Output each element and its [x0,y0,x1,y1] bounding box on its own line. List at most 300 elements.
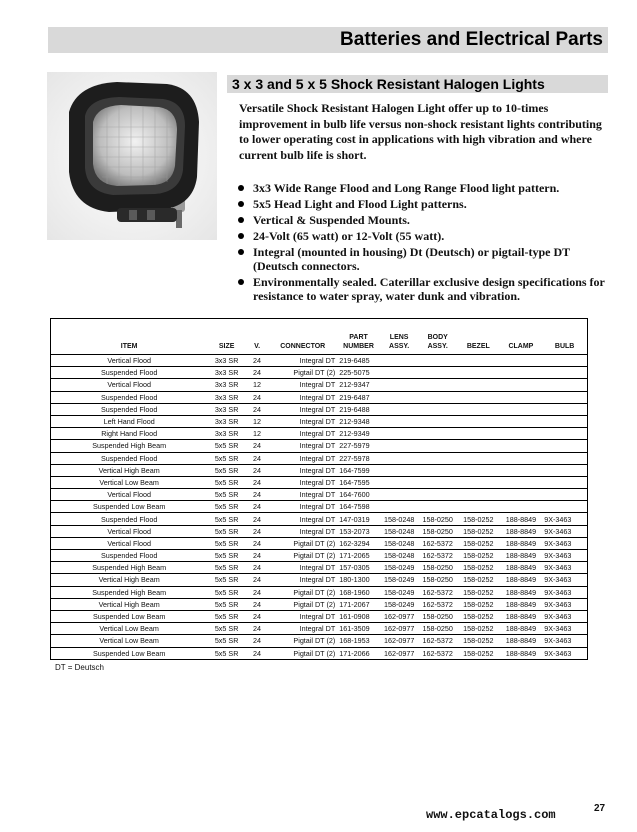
cell-item: Vertical Low Beam [51,623,208,635]
table-row [51,623,588,635]
cell-bulb [542,452,587,464]
cell-lens-assy: 162-0977 [380,623,419,635]
cell-bezel: 158-0252 [457,598,500,610]
cell-lens-assy: 162-0977 [380,635,419,647]
bullet-icon [238,233,244,239]
cell-body-assy: 162-5372 [418,550,457,562]
cell-connector: Integral DT [268,525,337,537]
cell-part-number: 227-5978 [337,452,380,464]
table-row [51,586,588,598]
cell-lens-assy [380,476,419,488]
cell-item: Right Hand Flood [51,428,208,440]
cell-bulb: 9X-3463 [542,525,587,537]
cell-body-assy: 162-5372 [418,598,457,610]
table-row [51,367,588,379]
cell-body-assy [418,355,457,367]
cell-body-assy [418,415,457,427]
table-row [51,525,588,537]
cell-size: 5x5 SR [207,501,246,513]
col-clamp: CLAMP [500,319,543,355]
cell-connector: Pigtail DT (2) [268,586,337,598]
table-row [51,428,588,440]
cell-clamp: 188-8849 [500,598,543,610]
cell-volts: 24 [246,574,268,586]
cell-part-number: 164-7595 [337,476,380,488]
table-row [51,379,588,391]
cell-bulb: 9X-3463 [542,537,587,549]
page-number: 27 [594,803,606,814]
cell-body-assy [418,501,457,513]
cell-lens-assy [380,489,419,501]
cell-bulb [542,391,587,403]
cell-bulb: 9X-3463 [542,562,587,574]
cell-clamp [500,391,543,403]
cell-part-number: 225-5075 [337,367,380,379]
cell-lens-assy: 162-0977 [380,647,419,659]
cell-item: Vertical High Beam [51,574,208,586]
cell-lens-assy: 158-0248 [380,525,419,537]
table-row [51,513,588,525]
cell-connector: Pigtail DT (2) [268,550,337,562]
cell-part-number: 180-1300 [337,574,380,586]
cell-body-assy [418,428,457,440]
col-lens-assy: LENS ASSY. [380,319,419,355]
cell-clamp: 188-8849 [500,574,543,586]
cell-volts: 24 [246,525,268,537]
cell-item: Vertical Low Beam [51,476,208,488]
cell-clamp [500,452,543,464]
cell-volts: 24 [246,647,268,659]
cell-part-number: 147-0319 [337,513,380,525]
cell-connector: Pigtail DT (2) [268,647,337,659]
cell-connector: Pigtail DT (2) [268,598,337,610]
cell-part-number: 161-3509 [337,623,380,635]
cell-bulb [542,379,587,391]
cell-body-assy [418,440,457,452]
cell-size: 5x5 SR [207,610,246,622]
cell-bezel [457,501,500,513]
cell-clamp [500,403,543,415]
cell-connector: Integral DT [268,379,337,391]
cell-bezel [457,464,500,476]
table-row [51,635,588,647]
cell-body-assy [418,452,457,464]
cell-connector: Integral DT [268,415,337,427]
cell-connector: Integral DT [268,464,337,476]
cell-connector: Integral DT [268,476,337,488]
cell-bulb: 9X-3463 [542,586,587,598]
cell-size: 3x3 SR [207,391,246,403]
cell-clamp: 188-8849 [500,623,543,635]
cell-body-assy [418,489,457,501]
cell-item: Vertical Flood [51,525,208,537]
cell-clamp [500,367,543,379]
cell-connector: Integral DT [268,452,337,464]
cell-part-number: 227-5979 [337,440,380,452]
cell-volts: 24 [246,476,268,488]
cell-clamp [500,415,543,427]
table-footnote: DT = Deutsch [55,663,104,672]
col-connector: CONNECTOR [268,319,337,355]
cell-clamp [500,440,543,452]
cell-size: 5x5 SR [207,452,246,464]
cell-bezel: 158-0252 [457,610,500,622]
table-header-row [51,319,588,355]
cell-lens-assy: 158-0248 [380,537,419,549]
cell-part-number: 153-2073 [337,525,380,537]
col-volts: V. [246,319,268,355]
cell-bulb: 9X-3463 [542,598,587,610]
cell-volts: 24 [246,635,268,647]
col-bulb: BULB [542,319,587,355]
cell-lens-assy [380,501,419,513]
cell-part-number: 161-0908 [337,610,380,622]
cell-part-number: 212-9347 [337,379,380,391]
cell-connector: Integral DT [268,574,337,586]
cell-connector: Integral DT [268,610,337,622]
cell-part-number: 164-7599 [337,464,380,476]
cell-part-number: 171-2067 [337,598,380,610]
cell-bulb [542,476,587,488]
cell-bezel: 158-0252 [457,574,500,586]
cell-bulb: 9X-3463 [542,550,587,562]
cell-connector: Integral DT [268,428,337,440]
cell-bezel: 158-0252 [457,537,500,549]
bullet-icon [238,185,244,191]
cell-connector: Integral DT [268,501,337,513]
cell-volts: 24 [246,440,268,452]
cell-connector: Pigtail DT (2) [268,367,337,379]
table-row [51,403,588,415]
bullet-icon [238,279,244,285]
cell-part-number: 164-7600 [337,489,380,501]
cell-part-number: 168-1960 [337,586,380,598]
cell-size: 5x5 SR [207,513,246,525]
cell-size: 5x5 SR [207,489,246,501]
cell-part-number: 157-0305 [337,562,380,574]
cell-item: Suspended Flood [51,550,208,562]
bullet-icon [238,201,244,207]
cell-connector: Integral DT [268,562,337,574]
cell-item: Vertical Flood [51,379,208,391]
cell-part-number: 219-6487 [337,391,380,403]
cell-item: Vertical Flood [51,489,208,501]
cell-clamp: 188-8849 [500,586,543,598]
cell-clamp: 188-8849 [500,610,543,622]
table-row [51,440,588,452]
bullet-icon [238,249,244,255]
product-title: 3 x 3 and 5 x 5 Shock Resistant Halogen Lights [232,76,545,92]
cell-size: 5x5 SR [207,598,246,610]
table-row [51,550,588,562]
cell-connector: Integral DT [268,355,337,367]
cell-part-number: 219-6488 [337,403,380,415]
cell-lens-assy [380,428,419,440]
cell-size: 5x5 SR [207,623,246,635]
cell-bezel [457,440,500,452]
cell-body-assy [418,379,457,391]
cell-item: Suspended Low Beam [51,610,208,622]
cell-item: Suspended Flood [51,403,208,415]
cell-lens-assy: 158-0248 [380,550,419,562]
cell-size: 5x5 SR [207,537,246,549]
cell-clamp: 188-8849 [500,537,543,549]
cell-bulb [542,501,587,513]
cell-size: 3x3 SR [207,367,246,379]
cell-bulb: 9X-3463 [542,513,587,525]
cell-size: 5x5 SR [207,635,246,647]
cell-part-number: 164-7598 [337,501,380,513]
cell-body-assy: 158-0250 [418,562,457,574]
parts-table-body [51,355,588,660]
cell-lens-assy [380,379,419,391]
cell-bulb: 9X-3463 [542,635,587,647]
cell-size: 5x5 SR [207,464,246,476]
cell-lens-assy: 158-0249 [380,586,419,598]
cell-item: Vertical High Beam [51,464,208,476]
cell-volts: 24 [246,367,268,379]
cell-bezel [457,415,500,427]
cell-connector: Integral DT [268,403,337,415]
site-url: www.epcatalogs.com [426,808,556,822]
table-row [51,562,588,574]
cell-connector: Integral DT [268,391,337,403]
cell-bulb [542,355,587,367]
cell-volts: 24 [246,610,268,622]
cell-bezel [457,367,500,379]
cell-size: 3x3 SR [207,428,246,440]
cell-volts: 24 [246,452,268,464]
cell-volts: 24 [246,537,268,549]
cell-size: 5x5 SR [207,647,246,659]
cell-size: 5x5 SR [207,525,246,537]
cell-item: Suspended Flood [51,367,208,379]
cell-item: Suspended Low Beam [51,501,208,513]
cell-bulb [542,440,587,452]
cell-bulb [542,464,587,476]
cell-body-assy: 162-5372 [418,586,457,598]
cell-item: Vertical Flood [51,537,208,549]
cell-size: 5x5 SR [207,574,246,586]
cell-item: Suspended Flood [51,391,208,403]
cell-clamp [500,428,543,440]
feature-item: Environmentally sealed. Caterillar exclusive design specifications for resistance to water spray, water dunk and vibration. [236,275,612,303]
cell-item: Suspended Flood [51,513,208,525]
cell-connector: Integral DT [268,440,337,452]
table-row [51,464,588,476]
cell-volts: 24 [246,355,268,367]
cell-lens-assy [380,355,419,367]
cell-item: Vertical High Beam [51,598,208,610]
cell-size: 3x3 SR [207,355,246,367]
col-part-number: PART NUMBER [337,319,380,355]
cell-bezel: 158-0252 [457,635,500,647]
cell-bezel: 158-0252 [457,550,500,562]
cell-lens-assy: 158-0249 [380,574,419,586]
cell-body-assy: 162-5372 [418,635,457,647]
cell-volts: 24 [246,586,268,598]
cell-bulb [542,428,587,440]
cell-lens-assy: 158-0249 [380,598,419,610]
cell-part-number: 219-6485 [337,355,380,367]
cell-bezel: 158-0252 [457,525,500,537]
cell-bulb [542,403,587,415]
cell-volts: 24 [246,623,268,635]
cell-bezel [457,452,500,464]
cell-body-assy: 158-0250 [418,525,457,537]
cell-bezel [457,403,500,415]
cell-item: Left Hand Flood [51,415,208,427]
cell-body-assy: 158-0250 [418,574,457,586]
feature-item: 3x3 Wide Range Flood and Long Range Flood light pattern. [236,181,612,195]
cell-part-number: 162-3294 [337,537,380,549]
col-item: ITEM [51,319,208,355]
cell-size: 5x5 SR [207,440,246,452]
cell-body-assy [418,391,457,403]
cell-bezel [457,355,500,367]
cell-part-number: 212-9348 [337,415,380,427]
table-row [51,610,588,622]
cell-bulb: 9X-3463 [542,574,587,586]
cell-item: Suspended High Beam [51,440,208,452]
cell-clamp: 188-8849 [500,562,543,574]
cell-item: Vertical Low Beam [51,635,208,647]
cell-volts: 24 [246,501,268,513]
table-row [51,489,588,501]
cell-body-assy: 162-5372 [418,647,457,659]
cell-clamp [500,501,543,513]
cell-lens-assy: 162-0977 [380,610,419,622]
cell-body-assy [418,367,457,379]
table-row [51,391,588,403]
cell-volts: 24 [246,550,268,562]
cell-part-number: 168-1953 [337,635,380,647]
feature-item: Integral (mounted in housing) Dt (Deutsch) or pigtail-type DT (Deutsch connectors. [236,245,612,273]
cell-bezel: 158-0252 [457,647,500,659]
cell-body-assy [418,403,457,415]
col-size: SIZE [207,319,246,355]
cell-item: Suspended Low Beam [51,647,208,659]
cell-lens-assy [380,452,419,464]
cell-clamp: 188-8849 [500,647,543,659]
cell-volts: 24 [246,598,268,610]
cell-lens-assy: 158-0249 [380,562,419,574]
cell-bezel [457,476,500,488]
table-row [51,598,588,610]
cell-volts: 24 [246,513,268,525]
cell-clamp: 188-8849 [500,635,543,647]
cell-lens-assy [380,367,419,379]
cell-size: 3x3 SR [207,415,246,427]
cell-body-assy: 158-0250 [418,623,457,635]
table-row [51,537,588,549]
cell-bezel [457,379,500,391]
cell-connector: Integral DT [268,489,337,501]
cell-clamp: 188-8849 [500,513,543,525]
cell-size: 5x5 SR [207,476,246,488]
cell-lens-assy [380,391,419,403]
cell-lens-assy [380,403,419,415]
parts-table [50,318,588,660]
feature-item: 5x5 Head Light and Flood Light patterns. [236,197,612,211]
cell-clamp [500,379,543,391]
cell-bezel: 158-0252 [457,586,500,598]
table-row [51,647,588,659]
cell-item: Vertical Flood [51,355,208,367]
cell-connector: Pigtail DT (2) [268,537,337,549]
cell-item: Suspended Flood [51,452,208,464]
feature-item: Vertical & Suspended Mounts. [236,213,612,227]
cell-size: 3x3 SR [207,403,246,415]
cell-volts: 12 [246,428,268,440]
cell-bulb [542,489,587,501]
cell-volts: 24 [246,562,268,574]
cell-part-number: 212-9349 [337,428,380,440]
cell-body-assy: 158-0250 [418,610,457,622]
cell-bulb: 9X-3463 [542,623,587,635]
cell-item: Suspended High Beam [51,586,208,598]
cell-bulb: 9X-3463 [542,610,587,622]
cell-clamp [500,355,543,367]
page-title: Batteries and Electrical Parts [340,29,603,50]
cell-bezel: 158-0252 [457,623,500,635]
cell-clamp [500,489,543,501]
cell-bulb [542,415,587,427]
cell-bezel [457,489,500,501]
cell-lens-assy [380,440,419,452]
table-row [51,452,588,464]
cell-lens-assy [380,464,419,476]
cell-body-assy: 162-5372 [418,537,457,549]
feature-item: 24-Volt (65 watt) or 12-Volt (55 watt). [236,229,612,243]
feature-list [236,181,612,305]
cell-item: Suspended High Beam [51,562,208,574]
cell-clamp [500,476,543,488]
cell-size: 3x3 SR [207,379,246,391]
cell-connector: Integral DT [268,513,337,525]
cell-connector: Integral DT [268,623,337,635]
cell-clamp [500,464,543,476]
cell-bulb: 9X-3463 [542,647,587,659]
cell-volts: 12 [246,379,268,391]
table-row [51,574,588,586]
cell-bezel [457,391,500,403]
cell-volts: 12 [246,415,268,427]
cell-size: 5x5 SR [207,562,246,574]
cell-volts: 24 [246,464,268,476]
cell-connector: Pigtail DT (2) [268,635,337,647]
col-bezel: BEZEL [457,319,500,355]
cell-volts: 24 [246,403,268,415]
cell-size: 5x5 SR [207,586,246,598]
table-row [51,476,588,488]
cell-body-assy [418,464,457,476]
cell-clamp: 188-8849 [500,525,543,537]
cell-part-number: 171-2066 [337,647,380,659]
cell-clamp: 188-8849 [500,550,543,562]
table-row [51,501,588,513]
cell-bulb [542,367,587,379]
cell-lens-assy [380,415,419,427]
cell-bezel [457,428,500,440]
cell-volts: 24 [246,391,268,403]
col-body-assy: BODY ASSY. [418,319,457,355]
cell-bezel: 158-0252 [457,562,500,574]
cell-bezel: 158-0252 [457,513,500,525]
halogen-light-photo [47,72,217,240]
table-row [51,355,588,367]
cell-size: 5x5 SR [207,550,246,562]
